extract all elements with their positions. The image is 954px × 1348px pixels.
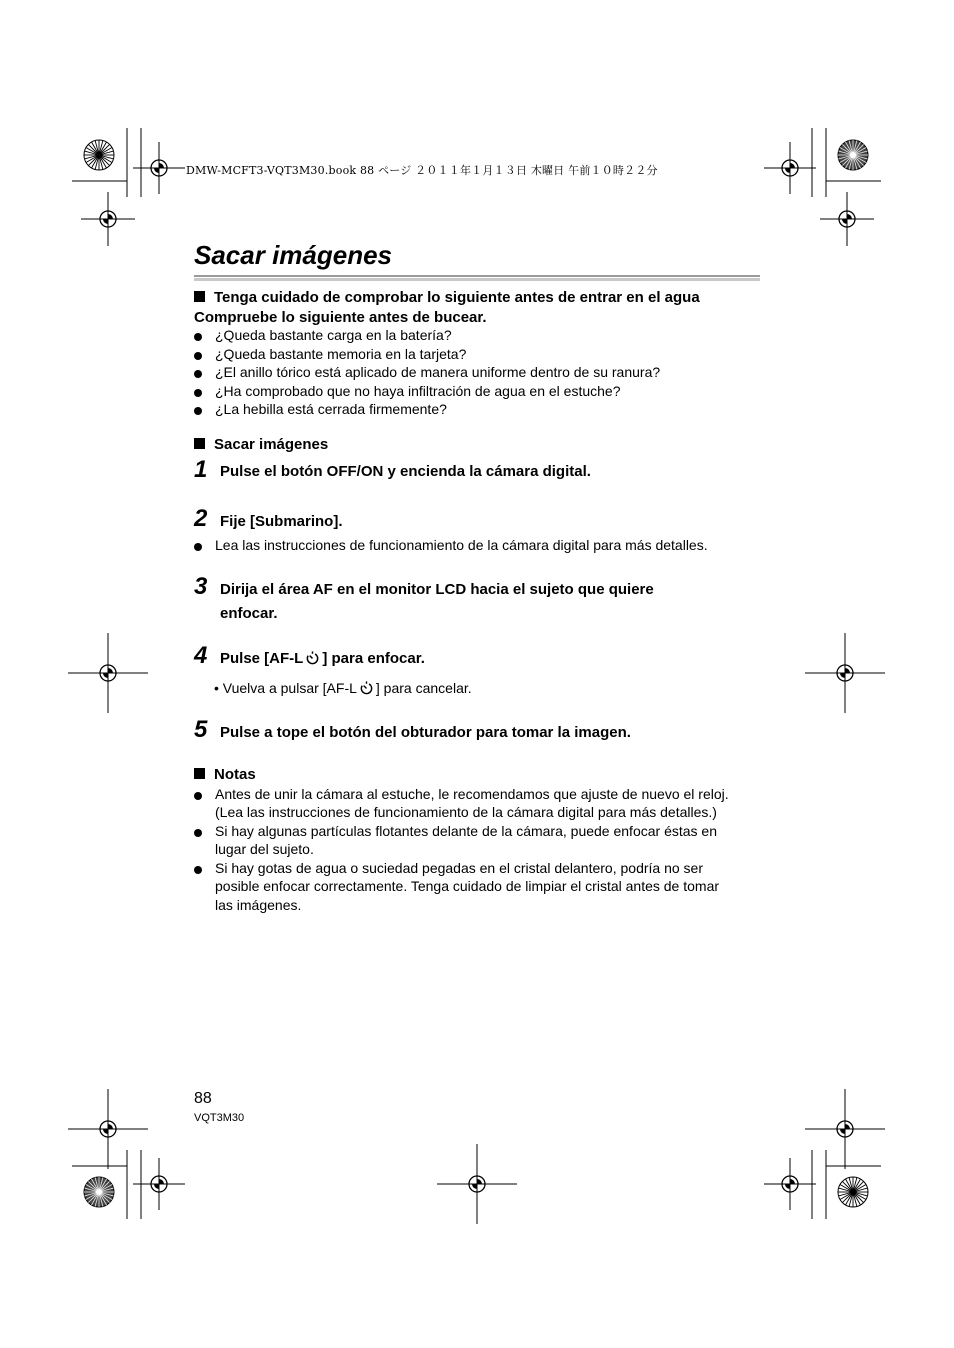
shooting-heading: Sacar imágenes [194, 436, 328, 453]
registration-quadrant [108, 1124, 113, 1129]
section-square-icon [194, 768, 205, 779]
precheck-heading: Tenga cuidado de comprobar lo siguiente antes de entrar en el agua [194, 289, 700, 306]
step-subnote: • Vuelva a pulsar [AF-L ] para cancelar. [214, 680, 472, 696]
registration-quadrant [477, 1179, 482, 1184]
page-title: Sacar imágenes [194, 240, 393, 270]
bullet-icon [194, 543, 202, 551]
self-timer-icon [305, 650, 320, 665]
precheck-subheading: Compruebe lo siguiente antes de bucear. [194, 309, 487, 326]
page-number: 88 [194, 1090, 212, 1107]
print-header: DMW-MCFT3-VQT3M30.book 88 ページ ２０１１年１月１３日 木曜日 午前１０時２２分 [186, 164, 658, 177]
title-rule-shadow [194, 278, 760, 281]
registration-quadrant [103, 673, 108, 678]
registration-quadrant [108, 214, 113, 219]
registration-quadrant [790, 163, 795, 168]
registration-quadrant [159, 163, 164, 168]
registration-quadrant [159, 1179, 164, 1184]
registration-quadrant [154, 168, 159, 173]
star-center [96, 1189, 102, 1195]
registration-quadrant [154, 1184, 159, 1189]
bullet-icon [194, 333, 202, 341]
title-rule [194, 275, 760, 277]
step-text: Pulse [AF-L ] para enfocar. [220, 650, 425, 667]
registration-quadrant [840, 1129, 845, 1134]
section-square-icon [194, 291, 205, 302]
step-text-continued: enfocar. [220, 605, 278, 622]
notes-heading: Notas [194, 766, 256, 783]
section-square-icon [194, 438, 205, 449]
bullet-icon [194, 407, 202, 415]
step-number: 5 [194, 716, 208, 743]
registration-quadrant [785, 168, 790, 173]
step-text: Pulse el botón OFF/ON y encienda la cámara digital. [220, 463, 591, 480]
registration-quadrant [840, 673, 845, 678]
step-text: Pulse a tope el botón del obturador para tomar la imagen. [220, 724, 631, 741]
bullet-icon [194, 352, 202, 360]
star-center [850, 152, 856, 158]
note-item-continued: las imágenes. [215, 897, 302, 913]
note-item-continued: posible enfocar correctamente. Tenga cuidado de limpiar el cristal antes de tomar [215, 878, 720, 894]
registration-quadrant [785, 1184, 790, 1189]
registration-quadrant [103, 219, 108, 224]
registration-quadrant [842, 219, 847, 224]
self-timer-icon [359, 680, 374, 695]
step-text: Fije [Submarino]. [220, 513, 343, 530]
step-text: Dirija el área AF en el monitor LCD hacia el sujeto que quiere [220, 581, 654, 598]
registration-quadrant [103, 1129, 108, 1134]
bullet-icon [194, 866, 202, 874]
registration-quadrant [847, 214, 852, 219]
registration-quadrant [845, 668, 850, 673]
registration-quadrant [108, 668, 113, 673]
bullet-icon [194, 389, 202, 397]
registration-quadrant [845, 1124, 850, 1129]
document-code: VQT3M30 [194, 1112, 245, 1124]
note-item-continued: lugar del sujeto. [215, 841, 314, 857]
step-number: 1 [194, 456, 208, 483]
star-center [850, 1189, 856, 1195]
registration-quadrant [472, 1184, 477, 1189]
step-number: 4 [194, 642, 208, 669]
step-number: 3 [194, 573, 208, 600]
bullet-icon [194, 829, 202, 837]
bullet-icon [194, 370, 202, 378]
note-item-continued: (Lea las instrucciones de funcionamiento de la cámara digital para más detalles.) [215, 804, 717, 820]
step-number: 2 [194, 505, 208, 532]
star-center [96, 152, 102, 158]
bullet-icon [194, 792, 202, 800]
registration-quadrant [790, 1179, 795, 1184]
